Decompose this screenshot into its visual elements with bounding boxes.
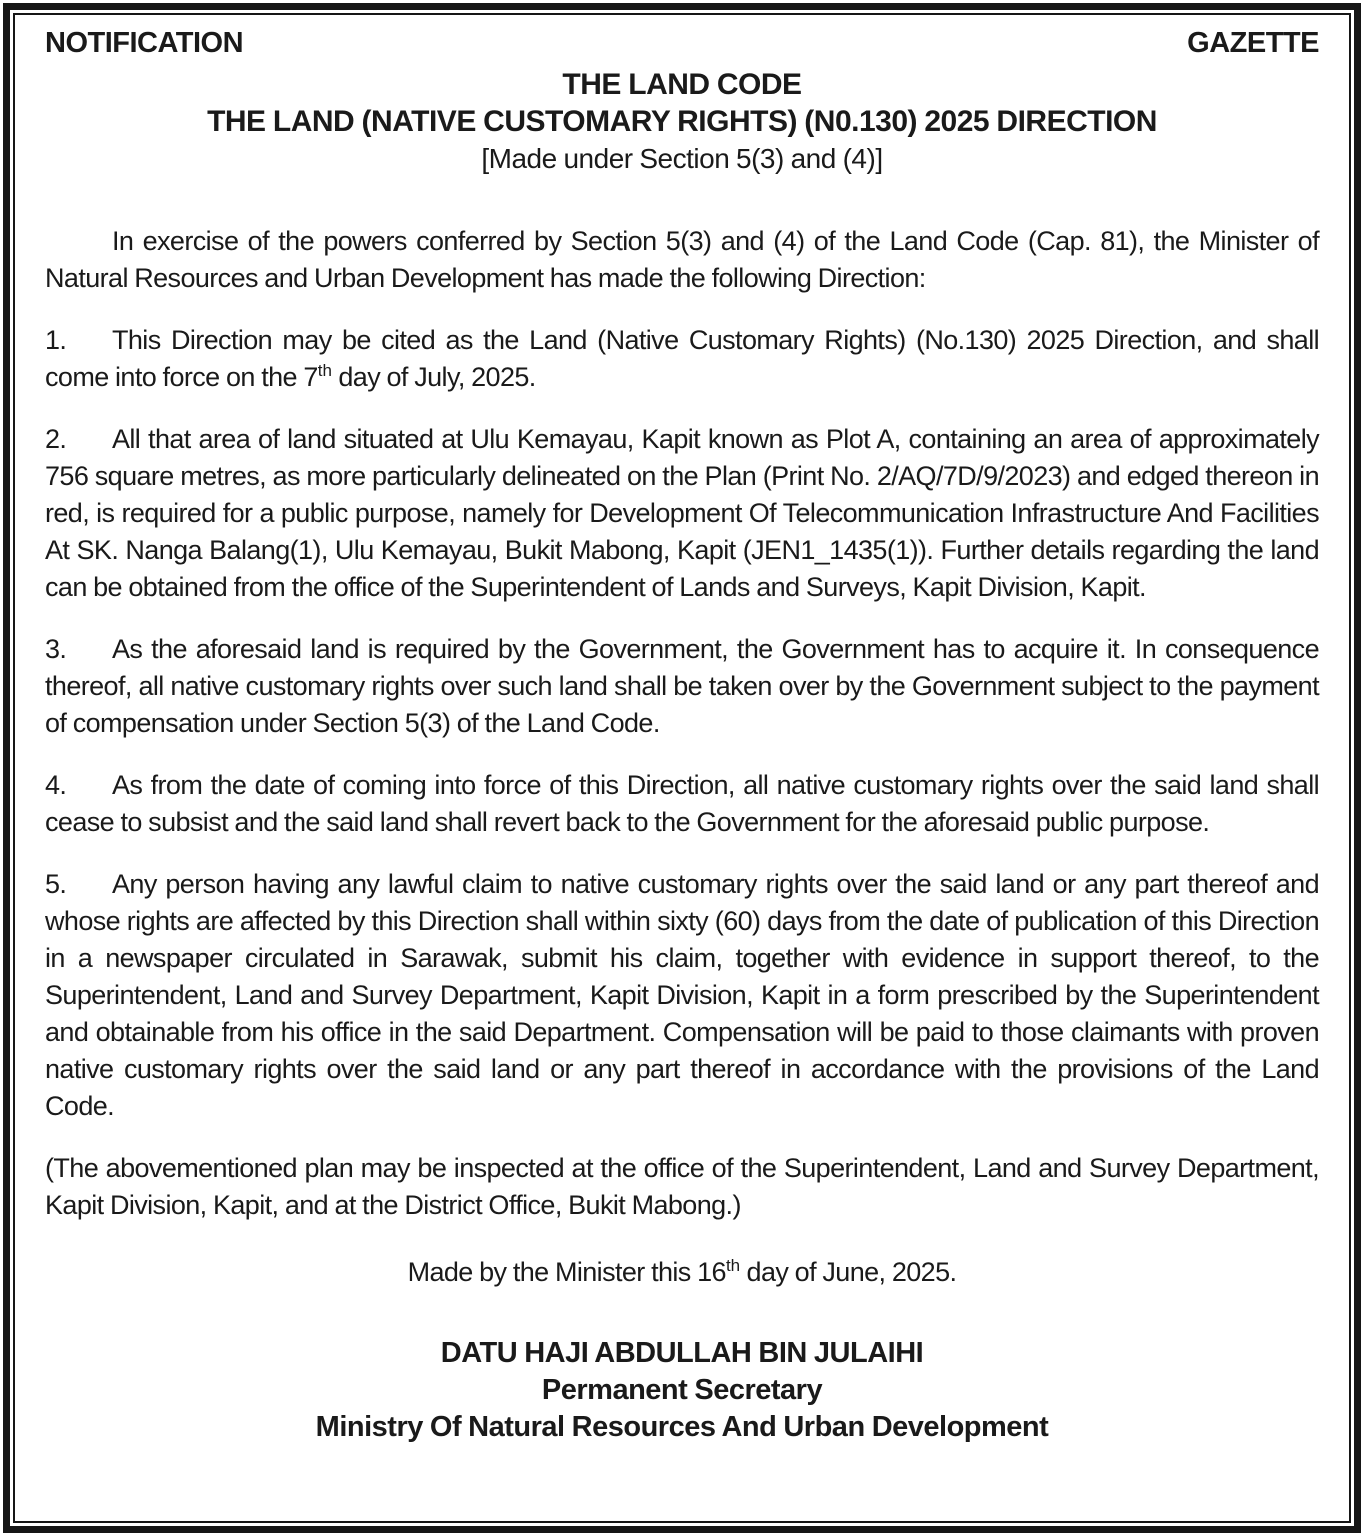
item-5-number: 5. [45, 869, 67, 899]
outer-border [3, 3, 1361, 1533]
inner-border [13, 13, 1351, 1523]
item-1-number: 1. [45, 325, 67, 355]
item-4-text: As from the date of coming into force of this Direction, all native customary rights over the said land shall cease to subsist and the said land shall revert back to the Government for the aforesaid public purpose. [45, 770, 1319, 837]
title-made-under: [Made under Section 5(3) and (4)] [481, 143, 883, 174]
item-2-number: 2. [45, 424, 67, 454]
made-by-line [45, 1254, 1319, 1291]
item-3-text: As the aforesaid land is required by the Government, the Government has to acquire it. In consequence thereof, all native customary rights over such land shall be taken over by the Government subject to the payment of compensation under Section 5(3) of the Land Code. [45, 634, 1319, 738]
plan-inspection-text: (The abovementioned plan may be inspected at the office of the Superintendent, Land and Survey Department, Kapit Division, Kapit, and at the District Office, Bukit Mabong.) [45, 1153, 1319, 1220]
signature-block [45, 1335, 1319, 1446]
made-by-text-after: day of June, 2025. [740, 1257, 957, 1287]
signatory-title: Permanent Secretary [541, 1374, 823, 1406]
item-5-text: Any person having any lawful claim to native customary rights over the said land or any part thereof and whose rights are affected by this Direction shall within sixty (60) days from the date of publication of this Direction in a newspaper circulated in Sarawak, submit his claim, together with evidence in support thereof, to the Superintendent, Land and Survey Department, Kapit Division, Kapit in a form prescribed by the Superintendent and obtainable from his office in the said Department. Compensation will be paid to those claimants with proven native customary rights over the said land or any part thereof in accordance with the provisions of the Land Code. [45, 869, 1319, 1121]
plan-inspection-note [45, 1150, 1319, 1224]
direction-item-5 [45, 866, 1319, 1125]
title-direction: THE LAND (NATIVE CUSTOMARY RIGHTS) (N0.130) 2025 DIRECTION [207, 105, 1157, 138]
masthead-right-label: GAZETTE [1187, 27, 1319, 59]
direction-item-3 [45, 631, 1319, 742]
made-by-text: Made by the Minister this 16 [407, 1257, 726, 1287]
intro-paragraph [45, 223, 1319, 297]
item-1-ordinal-suffix: th [317, 361, 332, 380]
title-land-code: THE LAND CODE [562, 68, 802, 101]
direction-item-2 [45, 421, 1319, 606]
direction-item-1 [45, 322, 1319, 396]
signatory-ministry: Ministry Of Natural Resources And Urban Development [315, 1411, 1049, 1443]
item-3-number: 3. [45, 634, 67, 664]
title-block [45, 66, 1319, 177]
direction-item-4 [45, 767, 1319, 841]
signatory-name: DATU HAJI ABDULLAH BIN JULAIHI [440, 1337, 924, 1369]
masthead [45, 25, 1319, 62]
intro-text: In exercise of the powers conferred by Section 5(3) and (4) of the Land Code (Cap. 81), the Minister of Natural Resources and Urban Development has made the following Direction: [45, 226, 1319, 293]
masthead-left-label: NOTIFICATION [45, 27, 244, 59]
item-2-text: All that area of land situated at Ulu Kemayau, Kapit known as Plot A, containing an area of approximately 756 square metres, as more particularly delineated on the Plan (Print No. 2/AQ/7D/9/2023) and edged thereon in red, is required for a public purpose, namely for Development Of Telecommunication Infrastructure And Facilities At SK. Nanga Balang(1), Ulu Kemayau, Bukit Mabong, Kapit (JEN1_1435(1)). Further details regarding the land can be obtained from the office of the Superintendent of Lands and Surveys, Kapit Division, Kapit. [45, 424, 1319, 602]
item-4-number: 4. [45, 770, 67, 800]
item-1-text-after: day of July, 2025. [331, 362, 536, 392]
item-1-text: This Direction may be cited as the Land (Native Customary Rights) (No.130) 2025 Direction, and shall come into force on the 7 [45, 325, 1319, 392]
made-by-ordinal-suffix: th [725, 1256, 741, 1275]
